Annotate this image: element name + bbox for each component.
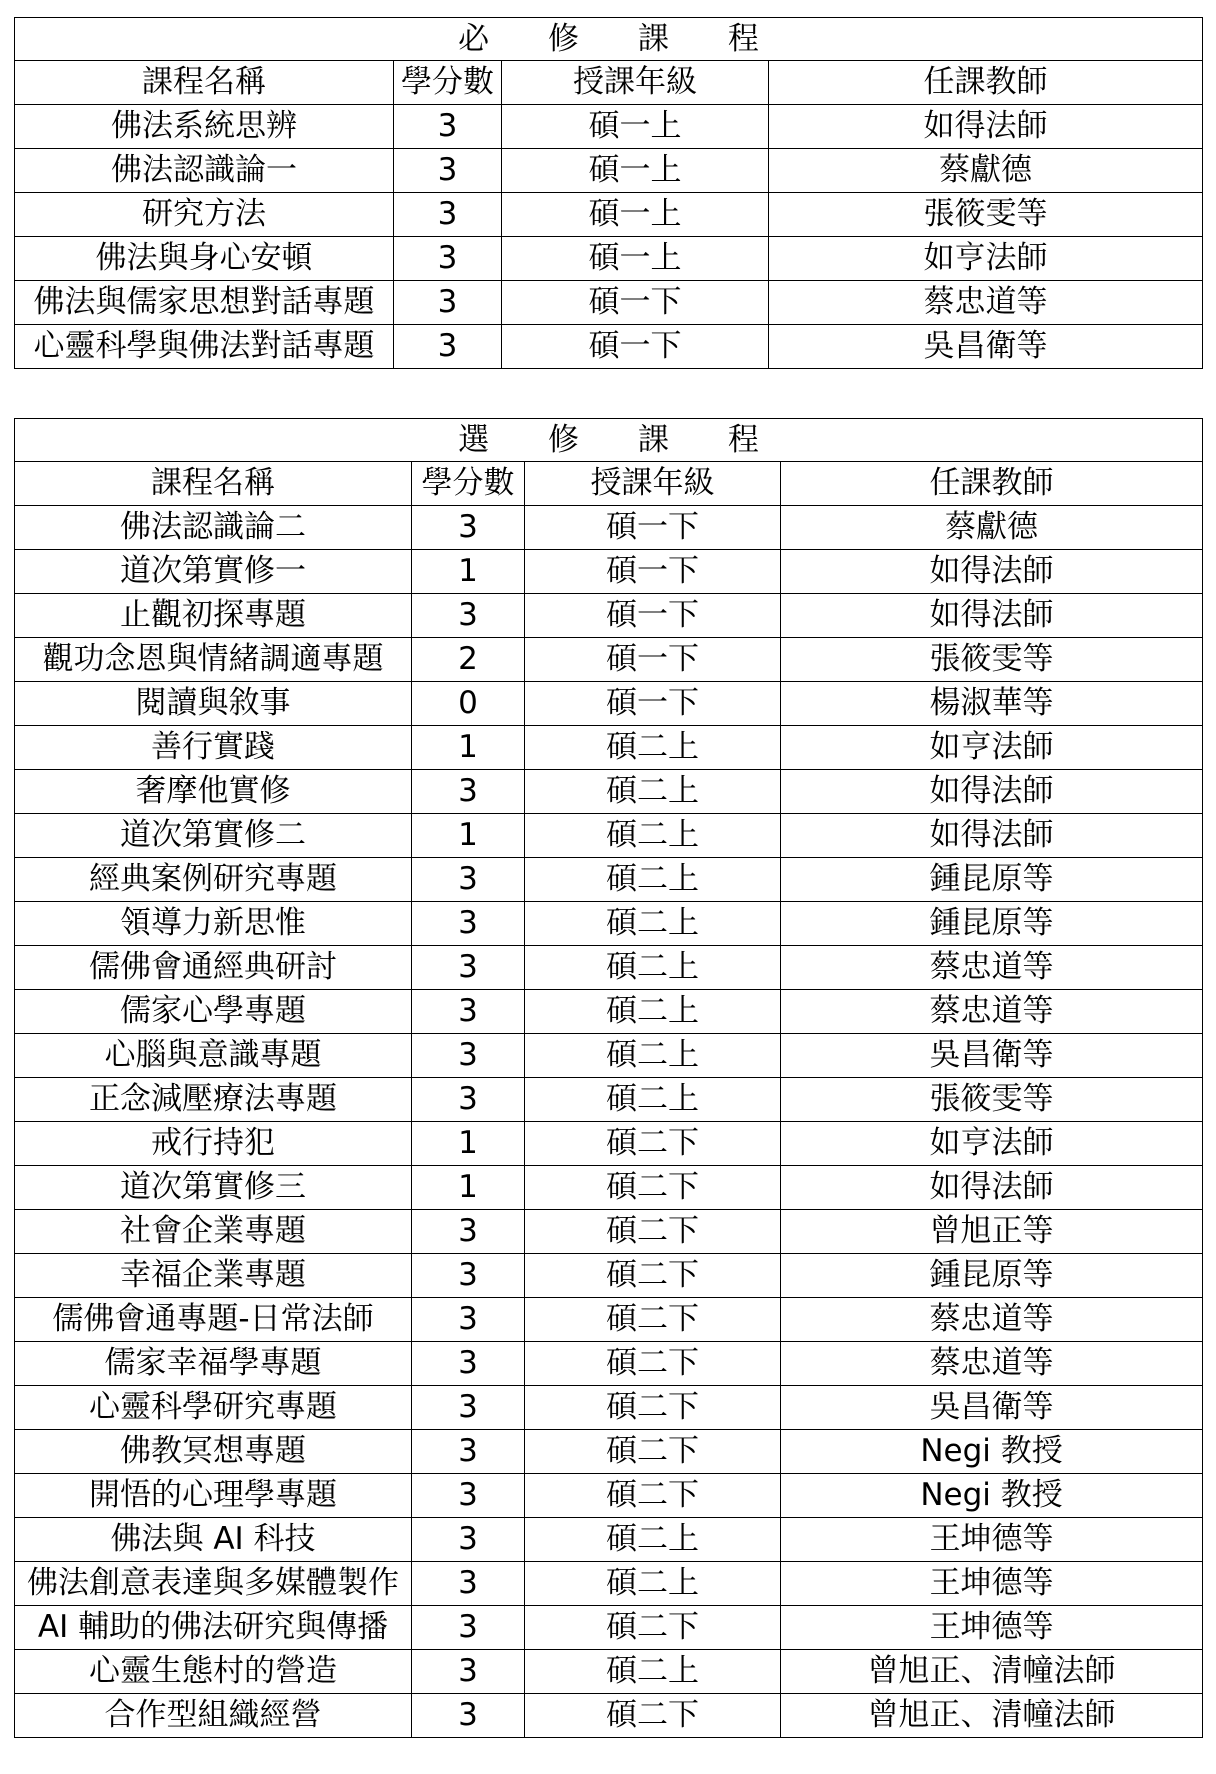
grade-cell: 碩一下 [502,325,769,369]
grade-cell: 碩二上 [525,858,781,902]
credits-cell: 1 [412,726,525,770]
column-header-course-name: 課程名稱 [15,61,394,105]
course-name-cell: 心靈科學與佛法對話專題 [15,325,394,369]
table-row [15,1122,1203,1166]
grade-cell: 碩二下 [525,1474,781,1518]
grade-cell: 碩一上 [502,149,769,193]
course-name-cell: 開悟的心理學專題 [15,1474,412,1518]
credits-cell: 3 [412,1474,525,1518]
table-row [15,638,1203,682]
grade-cell: 碩二上 [525,990,781,1034]
table-row [15,902,1203,946]
course-name-cell: 儒佛會通專題-日常法師 [15,1298,412,1342]
credits-cell: 3 [394,105,502,149]
instructor-cell: 蔡忠道等 [781,1342,1203,1386]
instructor-cell: 曾旭正、清幢法師 [781,1694,1203,1738]
table-row [15,281,1203,325]
course-name-cell: 佛法認識論二 [15,506,412,550]
course-name-cell: 道次第實修一 [15,550,412,594]
grade-cell: 碩二上 [525,1034,781,1078]
grade-cell: 碩二上 [525,1078,781,1122]
credits-cell: 3 [412,1518,525,1562]
instructor-cell: 蔡忠道等 [781,990,1203,1034]
credits-cell: 3 [394,325,502,369]
course-name-cell: 佛教冥想專題 [15,1430,412,1474]
grade-cell: 碩二下 [525,1342,781,1386]
table-row [15,770,1203,814]
required-table-title [15,18,1203,61]
instructor-cell: 吳昌衛等 [781,1034,1203,1078]
instructor-cell: 如得法師 [781,550,1203,594]
elective-title-text: 選修課程 [458,422,818,458]
instructor-cell: 張筱雯等 [769,193,1203,237]
instructor-cell: 曾旭正、清幢法師 [781,1650,1203,1694]
table-row [15,193,1203,237]
table-row [15,1166,1203,1210]
table-row [15,858,1203,902]
course-name-cell: 觀功念恩與情緒調適專題 [15,638,412,682]
course-name-cell: 心腦與意識專題 [15,1034,412,1078]
column-header-grade: 授課年級 [525,462,781,506]
grade-cell: 碩二下 [525,1298,781,1342]
course-name-cell: 社會企業專題 [15,1210,412,1254]
course-name-cell: 善行實踐 [15,726,412,770]
instructor-cell: 王坤德等 [781,1518,1203,1562]
instructor-cell: 蔡獻德 [781,506,1203,550]
instructor-cell: 鍾昆原等 [781,902,1203,946]
course-name-cell: 儒家幸福學專題 [15,1342,412,1386]
credits-cell: 3 [412,1430,525,1474]
instructor-cell: 蔡獻德 [769,149,1203,193]
table-row [15,149,1203,193]
credits-cell: 3 [412,1210,525,1254]
credits-cell: 3 [412,1298,525,1342]
course-name-cell: 心靈生態村的營造 [15,1650,412,1694]
required-courses-table [14,17,1203,369]
credits-cell: 0 [412,682,525,726]
grade-cell: 碩二上 [525,902,781,946]
table-row [15,1518,1203,1562]
course-name-cell: 道次第實修三 [15,1166,412,1210]
grade-cell: 碩一上 [502,237,769,281]
table-row [15,1474,1203,1518]
credits-cell: 3 [412,1254,525,1298]
column-header-instructor: 任課教師 [769,61,1203,105]
instructor-cell: 張筱雯等 [781,638,1203,682]
credits-cell: 3 [412,1606,525,1650]
table-row [15,1386,1203,1430]
instructor-cell: 蔡忠道等 [781,946,1203,990]
course-name-cell: 佛法認識論一 [15,149,394,193]
table-row [15,550,1203,594]
table-row [15,105,1203,149]
table-row [15,1562,1203,1606]
instructor-cell: 張筱雯等 [781,1078,1203,1122]
grade-cell: 碩二上 [525,726,781,770]
table-row [15,1254,1203,1298]
table-row [15,1034,1203,1078]
table-row [15,814,1203,858]
credits-cell: 3 [394,149,502,193]
required-title-row [15,18,1203,61]
credits-cell: 3 [394,281,502,325]
grade-cell: 碩二下 [525,1122,781,1166]
table-row [15,946,1203,990]
required-title-text: 必修課程 [458,21,818,57]
grade-cell: 碩二上 [525,770,781,814]
instructor-cell: 如亨法師 [781,1122,1203,1166]
credits-cell: 1 [412,1122,525,1166]
instructor-cell: 曾旭正等 [781,1210,1203,1254]
course-name-cell: 止觀初探專題 [15,594,412,638]
table-row [15,1342,1203,1386]
elective-title-row [15,419,1203,462]
grade-cell: 碩二上 [525,1562,781,1606]
instructor-cell: 鍾昆原等 [781,1254,1203,1298]
credits-cell: 3 [412,1694,525,1738]
course-name-cell: 正念減壓療法專題 [15,1078,412,1122]
credits-cell: 3 [412,1078,525,1122]
grade-cell: 碩一下 [525,506,781,550]
course-name-cell: 閱讀與敘事 [15,682,412,726]
course-name-cell: 佛法與身心安頓 [15,237,394,281]
instructor-cell: 蔡忠道等 [781,1298,1203,1342]
instructor-cell: Negi 教授 [781,1430,1203,1474]
grade-cell: 碩一上 [502,105,769,149]
instructor-cell: Negi 教授 [781,1474,1203,1518]
credits-cell: 1 [412,1166,525,1210]
instructor-cell: 蔡忠道等 [769,281,1203,325]
column-header-course-name: 課程名稱 [15,462,412,506]
elective-table-body [15,506,1203,1738]
credits-cell: 3 [412,594,525,638]
grade-cell: 碩二上 [525,946,781,990]
grade-cell: 碩一下 [502,281,769,325]
table-row [15,506,1203,550]
grade-cell: 碩二下 [525,1254,781,1298]
table-row [15,682,1203,726]
instructor-cell: 如亨法師 [781,726,1203,770]
instructor-cell: 吳昌衛等 [769,325,1203,369]
course-name-cell: 合作型組織經營 [15,1694,412,1738]
table-row [15,1298,1203,1342]
course-name-cell: 道次第實修二 [15,814,412,858]
table-row [15,1210,1203,1254]
course-name-cell: AI 輔助的佛法研究與傳播 [15,1606,412,1650]
credits-cell: 3 [412,1034,525,1078]
credits-cell: 3 [412,506,525,550]
table-row [15,1694,1203,1738]
elective-table-title [15,419,1203,462]
credits-cell: 3 [394,193,502,237]
credits-cell: 3 [412,770,525,814]
credits-cell: 3 [412,1342,525,1386]
instructor-cell: 如得法師 [769,105,1203,149]
required-header-row [15,61,1203,105]
column-header-credits: 學分數 [412,462,525,506]
table-row [15,990,1203,1034]
grade-cell: 碩二下 [525,1386,781,1430]
credits-cell: 3 [412,990,525,1034]
course-name-cell: 幸福企業專題 [15,1254,412,1298]
instructor-cell: 如得法師 [781,1166,1203,1210]
credits-cell: 1 [412,550,525,594]
credits-cell: 1 [412,814,525,858]
grade-cell: 碩二下 [525,1606,781,1650]
column-header-credits: 學分數 [394,61,502,105]
table-row [15,237,1203,281]
course-name-cell: 戒行持犯 [15,1122,412,1166]
elective-courses-table [14,418,1203,1738]
credits-cell: 3 [412,858,525,902]
course-name-cell: 心靈科學研究專題 [15,1386,412,1430]
table-row [15,325,1203,369]
course-name-cell: 佛法與 AI 科技 [15,1518,412,1562]
table-row [15,1430,1203,1474]
grade-cell: 碩二下 [525,1166,781,1210]
grade-cell: 碩二上 [525,1518,781,1562]
instructor-cell: 楊淑華等 [781,682,1203,726]
grade-cell: 碩一下 [525,682,781,726]
grade-cell: 碩一下 [525,638,781,682]
course-name-cell: 儒佛會通經典研討 [15,946,412,990]
credits-cell: 3 [412,1650,525,1694]
course-name-cell: 佛法系統思辨 [15,105,394,149]
course-name-cell: 佛法與儒家思想對話專題 [15,281,394,325]
required-table-body [15,105,1203,369]
instructor-cell: 如得法師 [781,594,1203,638]
grade-cell: 碩一下 [525,594,781,638]
credits-cell: 3 [412,946,525,990]
grade-cell: 碩二上 [525,814,781,858]
grade-cell: 碩二下 [525,1430,781,1474]
credits-cell: 2 [412,638,525,682]
table-row [15,1650,1203,1694]
table-row [15,726,1203,770]
instructor-cell: 王坤德等 [781,1606,1203,1650]
table-row [15,1078,1203,1122]
column-header-instructor: 任課教師 [781,462,1203,506]
credits-cell: 3 [394,237,502,281]
instructor-cell: 如亨法師 [769,237,1203,281]
instructor-cell: 鍾昆原等 [781,858,1203,902]
instructor-cell: 如得法師 [781,770,1203,814]
course-name-cell: 奢摩他實修 [15,770,412,814]
instructor-cell: 吳昌衛等 [781,1386,1203,1430]
course-name-cell: 領導力新思惟 [15,902,412,946]
column-header-grade: 授課年級 [502,61,769,105]
credits-cell: 3 [412,902,525,946]
grade-cell: 碩二下 [525,1210,781,1254]
instructor-cell: 王坤德等 [781,1562,1203,1606]
grade-cell: 碩一上 [502,193,769,237]
table-row [15,594,1203,638]
instructor-cell: 如得法師 [781,814,1203,858]
course-name-cell: 研究方法 [15,193,394,237]
course-name-cell: 佛法創意表達與多媒體製作 [15,1562,412,1606]
course-name-cell: 經典案例研究專題 [15,858,412,902]
grade-cell: 碩二下 [525,1694,781,1738]
credits-cell: 3 [412,1386,525,1430]
table-row [15,1606,1203,1650]
grade-cell: 碩一下 [525,550,781,594]
credits-cell: 3 [412,1562,525,1606]
grade-cell: 碩二上 [525,1650,781,1694]
elective-header-row [15,462,1203,506]
course-name-cell: 儒家心學專題 [15,990,412,1034]
